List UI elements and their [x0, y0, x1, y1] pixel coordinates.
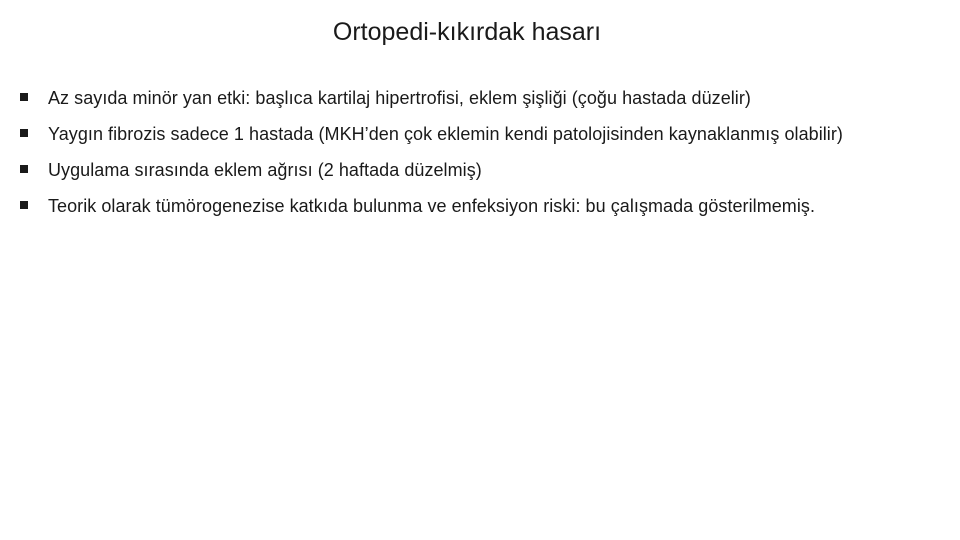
bullet-item	[20, 86, 950, 122]
bullet-item	[20, 158, 950, 194]
bullet-text: Az sayıda minör yan etki: başlıca kartilaj hipertrofisi, eklem şişliği (çoğu hastada düzelir)	[48, 88, 751, 108]
square-bullet-icon	[20, 201, 28, 209]
slide-title: Ortopedi-kıkırdak hasarı	[332, 18, 602, 46]
square-bullet-icon	[20, 165, 28, 173]
square-bullet-icon	[20, 93, 28, 101]
bullet-text: Uygulama sırasında eklem ağrısı (2 haftada düzelmiş)	[48, 160, 482, 180]
bullet-item	[20, 122, 950, 158]
bullet-item	[20, 194, 950, 230]
bullet-text: Yaygın fibrozis sadece 1 hastada (MKH’den çok eklemin kendi patolojisinden kaynaklanmış olabilir)	[48, 124, 843, 144]
square-bullet-icon	[20, 129, 28, 137]
bullet-list	[20, 86, 950, 230]
bullet-text: Teorik olarak tümörogenezise katkıda bulunma ve enfeksiyon riski: bu çalışmada gösterilmemiş.	[48, 196, 815, 216]
